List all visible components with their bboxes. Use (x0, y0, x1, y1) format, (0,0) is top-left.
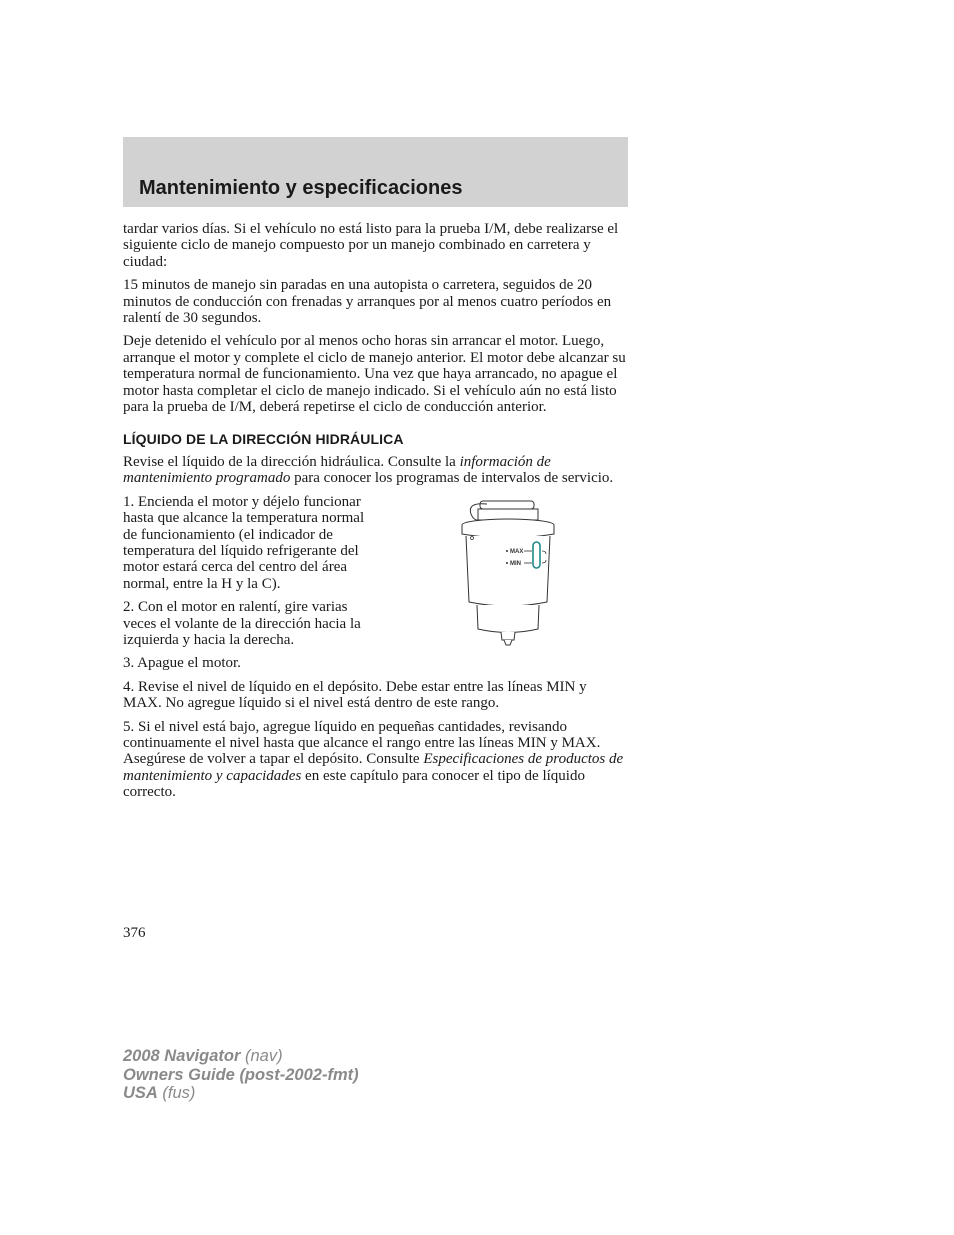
step-4: 4. Revise el nivel de líquido en el depósito. Debe estar entre las líneas MIN y MAX. No agregue líquido si el nivel está dentro de este rango. (123, 678, 587, 712)
specifications-reference: Especificaciones de productos de mantenimiento y capacidades (123, 751, 624, 784)
footer-line-2 (123, 1066, 359, 1085)
intro-text-pre: Revise el líquido de la dirección hidráulica. Consulte la (123, 453, 460, 470)
paragraph-3: Deje detenido el vehículo por al menos ocho horas sin arrancar el motor. Luego, arranque el motor y complete el ciclo de manejo anterior. El motor debe alcanzar su temperatura normal de funcionamiento. Una vez que haya arrancado, no apague el motor hasta completar el ciclo de manejo indicado. Si el vehículo aún no está listo para la prueba de I/M, deberá repetirse el ciclo de conducción anterior. (123, 333, 626, 416)
steps-with-figure (123, 494, 628, 649)
reservoir-lower-neck (477, 605, 539, 633)
paragraph-1: tardar varios días. Si el vehículo no está listo para la prueba I/M, debe realizarse el siguiente ciclo de manejo compuesto por un manejo combinado en carretera y ciudad: (123, 221, 619, 270)
section-header-band (123, 137, 628, 207)
step-3: 3. Apague el motor. (123, 655, 241, 672)
maintenance-info-reference: información de mantenimiento programado (123, 453, 551, 487)
main-content (123, 221, 628, 808)
footer-line-3 (123, 1084, 359, 1103)
reservoir-illustration (449, 498, 579, 658)
footer-line-1 (123, 1047, 359, 1066)
outlet-tip (504, 640, 512, 645)
min-dot (506, 562, 508, 564)
page-number: 376 (123, 925, 146, 941)
min-label: MIN (510, 560, 521, 567)
footer-model-code: (nav) (240, 1047, 283, 1065)
paragraph-2: 15 minutos de manejo sin paradas en una autopista o carretera, seguidos de 20 minutos de conducción con frenadas y arranques por al menos cuatro períodos en ralentí de 30 segundos. (123, 277, 612, 327)
max-label: MAX (510, 548, 524, 555)
reservoir-outlet (501, 632, 515, 640)
step-5-text-post: en este capítulo para conocer el tipo de líquido correcto. (123, 767, 585, 801)
section-intro (123, 454, 628, 487)
step-1: 1. Encienda el motor y déjelo funcionar hasta que alcance la temperatura normal de funcionamiento (el indicador de temperatura del líquido refrigerante del motor estará cerca del centro del área normal, entre la H y la C). (123, 493, 365, 592)
section-heading: LÍQUIDO DE LA DIRECCIÓN HIDRÁULICA (123, 431, 404, 448)
reservoir-cap-top (480, 501, 534, 509)
step-5-text-pre: 5. Si el nivel está bajo, agregue líquido en pequeñas cantidades, revisando continuamente el nivel hasta que alcance el rango entre las líneas MIN y MAX. Asegúrese de volver a tapar el depósito. Consulte (123, 718, 601, 768)
footer-model: 2008 Navigator (123, 1047, 241, 1065)
footer-market: USA (123, 1084, 158, 1102)
step-2: 2. Con el motor en ralentí, gire varias veces el volante de la dirección hacia la izquierda y hacia la derecha. (123, 599, 361, 648)
steps-column (123, 494, 373, 649)
footer-guide: Owners Guide (post-2002-fmt) (123, 1065, 359, 1084)
step-5 (123, 719, 628, 801)
footer-market-code: (fus) (157, 1084, 196, 1102)
intro-text-post: para conocer los programas de intervalos de servicio. (290, 470, 614, 487)
document-footer (123, 1047, 359, 1103)
reservoir-cap-body (478, 509, 538, 520)
page-title: Mantenimiento y especificaciones (139, 177, 463, 199)
max-dot (506, 550, 508, 552)
reservoir-main-body (466, 536, 550, 606)
